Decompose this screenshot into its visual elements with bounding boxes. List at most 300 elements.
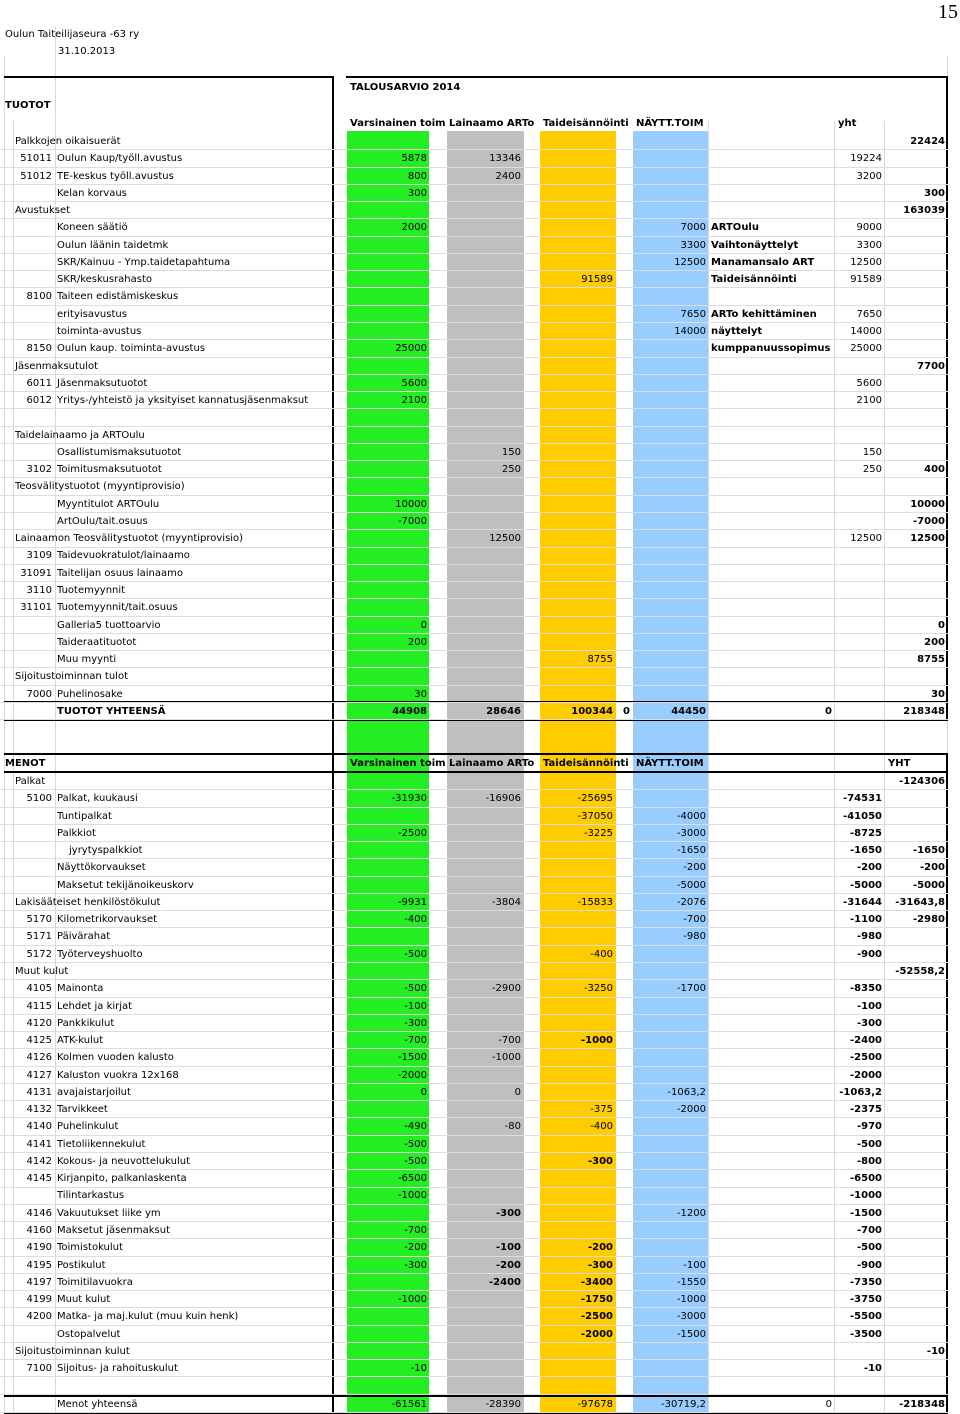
income-row <box>0 185 948 202</box>
expense-row <box>0 1239 948 1256</box>
value-g: -7000 <box>397 515 427 527</box>
account-code: 4120 <box>26 1017 52 1029</box>
row-label: Kilometrikorvaukset <box>57 914 158 926</box>
row-label: Taitelijan osuus lainaamo <box>57 567 183 579</box>
account-code: 4142 <box>26 1155 52 1167</box>
expense-row <box>0 1084 948 1101</box>
row-label: Kaluston vuokra 12x168 <box>57 1069 179 1081</box>
account-code: 3110 <box>26 585 52 597</box>
value-gr: -2900 <box>491 983 521 995</box>
value-y2: 25000 <box>850 343 882 355</box>
account-code: 5172 <box>26 948 52 960</box>
account-code: 5100 <box>26 793 52 805</box>
value-total: 300 <box>924 187 945 199</box>
income-row <box>0 582 948 599</box>
value-bl: 7650 <box>680 308 706 320</box>
value-y: -3400 <box>581 1276 613 1288</box>
value-y2: 150 <box>862 446 882 458</box>
income-row <box>0 599 948 616</box>
value-bl: -1200 <box>676 1207 706 1219</box>
row-label: Toimitilavuokra <box>57 1276 133 1288</box>
account-code: 4160 <box>26 1225 52 1237</box>
expense-row <box>0 1274 948 1291</box>
value-total: 22424 <box>910 136 945 147</box>
value-total: 30 <box>931 688 945 700</box>
income-row <box>0 409 948 426</box>
value-gr: 13346 <box>489 153 521 165</box>
value-g: 25000 <box>395 343 427 355</box>
income-row <box>0 219 948 236</box>
income-row <box>0 617 948 634</box>
value-gr: -16906 <box>485 793 521 805</box>
account-code: 8100 <box>26 291 52 303</box>
row-label: Taidelainaamo ja ARTOulu <box>15 429 145 441</box>
value-g: 2100 <box>401 395 427 407</box>
income-row <box>0 288 948 305</box>
account-code: 4190 <box>26 1242 52 1254</box>
income-row <box>0 392 948 409</box>
income-row <box>0 358 948 375</box>
row-label: Tuotemyynnit <box>57 585 126 597</box>
expense-row <box>0 1360 948 1377</box>
value-g: -300 <box>404 1259 427 1271</box>
value-y2: 3300 <box>856 239 882 251</box>
value-gr: 28646 <box>486 706 521 717</box>
value-g: -6500 <box>397 1173 427 1185</box>
value-y2: -1000 <box>850 1190 882 1202</box>
row-label: avajaistarjoilut <box>57 1086 131 1098</box>
income-row <box>0 530 948 547</box>
value-y2: -500 <box>856 1242 882 1254</box>
value-z2: 0 <box>825 1399 832 1410</box>
value-y2: -7350 <box>850 1276 882 1288</box>
expense-row <box>0 1187 948 1204</box>
account-code: 5171 <box>26 931 52 943</box>
value-total: -200 <box>919 862 945 874</box>
value-g: -1500 <box>397 1052 427 1064</box>
income-row <box>0 168 948 185</box>
value-g: 10000 <box>395 498 427 510</box>
value-gr: -2400 <box>489 1276 521 1288</box>
value-g: 0 <box>420 619 427 631</box>
expense-row <box>0 1326 948 1343</box>
value-total: -5000 <box>913 879 945 891</box>
account-code: 7000 <box>26 688 52 700</box>
account-code: 6012 <box>26 395 52 407</box>
account-code: 3102 <box>26 464 52 476</box>
income-col-nayttoim: NÄYTT.TOIM <box>636 118 704 129</box>
expense-row <box>0 963 948 980</box>
row-label: Muut kulut <box>15 965 69 977</box>
expense-row <box>0 911 948 928</box>
value-g: 200 <box>407 636 427 648</box>
row-label: ATK-kulut <box>57 1035 104 1047</box>
value-y2: 19224 <box>850 153 882 165</box>
row-label: Matka- ja maj.kulut (muu kuin henk) <box>57 1311 239 1323</box>
account-code: 3109 <box>26 550 52 562</box>
value-bl: -3000 <box>676 827 706 839</box>
expense-row <box>0 928 948 945</box>
value-gr: -200 <box>495 1259 521 1271</box>
income-row <box>0 254 948 271</box>
row-label: Muut kulut <box>57 1294 111 1306</box>
expense-col-lainaamo: Lainaamo ARTo <box>449 758 535 769</box>
expense-row <box>0 808 948 825</box>
expense-row <box>0 1222 948 1239</box>
row-label: ArtOulu/tait.osuus <box>57 515 148 527</box>
value-y2: -2500 <box>850 1052 882 1064</box>
income-row <box>0 133 948 150</box>
note-label: Manamansalo ART <box>711 256 815 268</box>
account-code: 51012 <box>20 170 52 182</box>
value-bl: -700 <box>683 914 706 926</box>
value-gr: 0 <box>514 1086 521 1098</box>
value-total: 7700 <box>917 360 945 372</box>
value-y: -15833 <box>577 896 613 908</box>
row-label: Myyntitulot ARTOulu <box>57 498 160 510</box>
row-label: Maksetut tekijänoikeuskorv <box>57 879 194 891</box>
value-bl: -5000 <box>676 879 706 891</box>
row-label: Sijoitustoiminnan kulut <box>15 1345 130 1357</box>
account-code: 4125 <box>26 1035 52 1047</box>
value-g: 5600 <box>401 377 427 389</box>
value-y2: -3500 <box>850 1328 882 1340</box>
value-total: 163039 <box>903 205 945 217</box>
account-code: 4115 <box>26 1000 52 1012</box>
income-row <box>0 478 948 495</box>
value-y: -2500 <box>581 1311 613 1323</box>
value-y2: -3750 <box>850 1294 882 1306</box>
value-bl: -30719,2 <box>661 1399 706 1410</box>
value-total: 400 <box>924 464 945 476</box>
row-label: Tilintarkastus <box>57 1190 125 1202</box>
expense-row <box>0 1136 948 1153</box>
row-label: Sijoitus- ja rahoituskulut <box>57 1363 178 1375</box>
value-g: -10 <box>410 1363 427 1375</box>
value-y2: -8350 <box>850 983 882 995</box>
value-total: -7000 <box>913 515 945 527</box>
value-bl: 44450 <box>671 706 706 717</box>
value-z2: 0 <box>825 706 832 717</box>
value-g: 5878 <box>401 153 427 165</box>
row-label: Lehdet ja kirjat <box>57 1000 133 1012</box>
value-bl: -1063,2 <box>667 1086 706 1098</box>
income-row <box>0 375 948 392</box>
value-g: 300 <box>407 187 427 199</box>
value-bl: -1700 <box>676 983 706 995</box>
row-label: Päivärahat <box>57 931 111 943</box>
expense-row <box>0 1170 948 1187</box>
value-gr: -300 <box>495 1207 521 1219</box>
income-row <box>0 651 948 668</box>
row-label: Tarvikkeet <box>57 1104 108 1116</box>
value-bl: -1000 <box>676 1294 706 1306</box>
value-y: -1750 <box>581 1294 613 1306</box>
value-y2: 5600 <box>856 377 882 389</box>
value-y: -2000 <box>581 1328 613 1340</box>
value-total: 12500 <box>910 533 945 545</box>
expense-row <box>0 790 948 807</box>
row-label: SKR/Kainuu - Ymp.taidetapahtuma <box>57 256 231 268</box>
row-label: TE-keskus työll.avustus <box>57 170 174 182</box>
value-bl: -2000 <box>676 1104 706 1116</box>
note-label: Taideisännöinti <box>711 274 797 286</box>
row-label: Palkkojen oikaisuerät <box>15 136 121 147</box>
value-y: -400 <box>590 948 613 960</box>
value-y2: -2375 <box>850 1104 882 1116</box>
expense-row <box>0 1343 948 1360</box>
note-label: ARTo kehittäminen <box>711 308 817 320</box>
value-g: 30 <box>414 688 427 700</box>
value-y2: -1063,2 <box>839 1086 882 1098</box>
account-code: 4141 <box>26 1138 52 1150</box>
page-number: 15 <box>938 1 958 23</box>
row-label: Jäsenmaksutulot <box>15 360 99 372</box>
value-y2: -300 <box>856 1017 882 1029</box>
value-bl: 14000 <box>674 325 706 337</box>
row-label: Oulun kaup. toiminta-avustus <box>57 343 206 355</box>
expense-row <box>0 1049 948 1066</box>
row-label: Puhelinosake <box>57 688 123 700</box>
row-label: Työterveyshuolto <box>57 948 143 960</box>
row-label: Vakuutukset liike ym <box>57 1207 161 1219</box>
value-total: 200 <box>924 636 945 648</box>
row-label: Postikulut <box>57 1259 106 1271</box>
value-y2: -900 <box>856 948 882 960</box>
value-g: -490 <box>404 1121 427 1133</box>
expense-col-nayttoim: NÄYTT.TOIM <box>636 758 704 769</box>
value-gr: -3804 <box>491 896 521 908</box>
expense-col-varsinainen: Varsinainen toim <box>350 758 446 769</box>
value-y: -25695 <box>577 793 613 805</box>
row-label: Tietoliikennekulut <box>57 1138 146 1150</box>
expense-col-taide: Taideisännöinti <box>543 758 629 769</box>
value-g: -61561 <box>391 1399 427 1410</box>
value-total: 218348 <box>903 706 945 717</box>
account-code: 51011 <box>20 153 52 165</box>
row-label: Taiteen edistämiskeskus <box>57 291 179 303</box>
value-gr: -28390 <box>485 1399 521 1410</box>
value-y2: 3200 <box>856 170 882 182</box>
account-code: 4127 <box>26 1069 52 1081</box>
row-label: Osallistumismaksutuotot <box>57 446 182 458</box>
value-g: 800 <box>407 170 427 182</box>
value-y2: 7650 <box>856 308 882 320</box>
row-label: Tuotemyynnit/tait.osuus <box>57 602 178 614</box>
value-y2: -5000 <box>850 879 882 891</box>
expense-row <box>0 1067 948 1084</box>
value-total: -124306 <box>899 776 945 787</box>
income-row <box>0 444 948 461</box>
row-label: jyrytyspalkkiot <box>69 845 143 857</box>
report-date: 31.10.2013 <box>58 46 116 57</box>
row-label: Maksetut jäsenmaksut <box>57 1225 171 1237</box>
expense-row <box>0 946 948 963</box>
value-y2: -5500 <box>850 1311 882 1323</box>
value-y2: 9000 <box>856 222 882 234</box>
value-total: 10000 <box>910 498 945 510</box>
expense-row <box>0 859 948 876</box>
account-code: 4146 <box>26 1207 52 1219</box>
expense-row <box>0 1257 948 1274</box>
value-bl: -2076 <box>676 896 706 908</box>
value-g: -2500 <box>397 827 427 839</box>
income-row <box>0 565 948 582</box>
income-col-varsinainen: Varsinainen toim <box>350 118 446 129</box>
value-bl: -200 <box>683 862 706 874</box>
row-label: Kokous- ja neuvottelukulut <box>57 1155 190 1167</box>
value-gr: -80 <box>504 1121 521 1133</box>
value-y2: -800 <box>856 1155 882 1167</box>
account-code: 4126 <box>26 1052 52 1064</box>
value-g: -1000 <box>397 1190 427 1202</box>
value-y2: -31644 <box>843 896 882 908</box>
value-gr: -100 <box>495 1242 521 1254</box>
income-row <box>0 496 948 513</box>
expense-row <box>0 1015 948 1032</box>
row-label: Näyttökorvaukset <box>57 862 146 874</box>
value-y2: 14000 <box>850 325 882 337</box>
income-row <box>0 634 948 651</box>
value-bl: 3300 <box>680 239 706 251</box>
value-y2: 91589 <box>850 274 882 286</box>
expense-row <box>0 1153 948 1170</box>
income-row <box>0 237 948 254</box>
row-label: Menot yhteensä <box>57 1399 138 1410</box>
value-y2: -100 <box>856 1000 882 1012</box>
row-label: Kelan korvaus <box>57 187 127 199</box>
row-label: Lakisääteiset henkilöstökulut <box>15 896 161 908</box>
row-label: Tuntipalkat <box>57 810 112 822</box>
account-code: 4105 <box>26 983 52 995</box>
income-col-yht: yht <box>838 118 857 129</box>
row-label: Sijoitustoiminnan tulot <box>15 671 129 683</box>
value-g: -500 <box>404 1155 427 1167</box>
value-total: 0 <box>938 619 945 631</box>
row-label: Avustukset <box>15 205 71 217</box>
value-y: -3250 <box>583 983 613 995</box>
value-bl: -4000 <box>676 810 706 822</box>
value-bl: 7000 <box>680 222 706 234</box>
income-col-taide: Taideisännöinti <box>543 118 629 129</box>
row-label: erityisavustus <box>57 308 127 320</box>
value-bl: -1550 <box>676 1276 706 1288</box>
row-label: Koneen säätiö <box>57 222 128 234</box>
value-bl: -980 <box>683 931 706 943</box>
value-y: -375 <box>590 1104 613 1116</box>
row-label: Palkkiot <box>57 827 96 839</box>
row-label: Oulun Kaup/työll.avustus <box>57 153 183 165</box>
expense-row <box>0 773 948 790</box>
row-label: Mainonta <box>57 983 104 995</box>
value-g: -200 <box>404 1242 427 1254</box>
value-gr: 2400 <box>495 170 521 182</box>
value-total: -2980 <box>913 914 945 926</box>
row-label: Palkat <box>15 776 46 787</box>
account-code: 5170 <box>26 914 52 926</box>
value-y: -97678 <box>577 1399 613 1410</box>
note-label: näyttelyt <box>711 325 763 337</box>
income-row <box>0 547 948 564</box>
account-code: 6011 <box>26 377 52 389</box>
row-label: Toimistokulut <box>57 1242 123 1254</box>
account-code: 4131 <box>26 1086 52 1098</box>
value-bl: -100 <box>683 1259 706 1271</box>
value-g: 44908 <box>392 706 427 717</box>
value-g: -500 <box>404 948 427 960</box>
value-y2: -2400 <box>850 1035 882 1047</box>
value-y: -1000 <box>581 1035 613 1047</box>
value-gr: 12500 <box>489 533 521 545</box>
value-y2: -2000 <box>850 1069 882 1081</box>
value-total: -52558,2 <box>895 965 945 977</box>
value-y2: -1100 <box>850 914 882 926</box>
value-z: 0 <box>623 706 630 717</box>
income-row <box>0 668 948 685</box>
expense-row <box>0 825 948 842</box>
expense-row <box>0 877 948 894</box>
income-col-lainaamo: Lainaamo ARTo <box>449 118 535 129</box>
value-y2: -8725 <box>850 827 882 839</box>
income-row <box>0 686 948 703</box>
account-code: 4197 <box>26 1276 52 1288</box>
expense-row <box>0 1101 948 1118</box>
value-y: -3225 <box>583 827 613 839</box>
value-g: -2000 <box>397 1069 427 1081</box>
value-y: -200 <box>587 1242 613 1254</box>
account-code: 4195 <box>26 1259 52 1271</box>
value-y2: 2100 <box>856 395 882 407</box>
value-y: 91589 <box>581 274 613 286</box>
row-label: Lainaamon Teosvälitystuotot (myyntiprovisio) <box>15 533 244 545</box>
row-label: Toimitusmaksutuotot <box>57 464 162 476</box>
row-label: toiminta-avustus <box>57 325 142 337</box>
expense-row <box>0 980 948 997</box>
expense-row <box>0 1032 948 1049</box>
expense-total-row <box>0 1396 948 1413</box>
value-y2: 12500 <box>850 533 882 545</box>
expense-row <box>0 1308 948 1325</box>
value-bl: 12500 <box>674 256 706 268</box>
row-label: Taideraatituotot <box>57 636 137 648</box>
income-row <box>0 202 948 219</box>
value-y2: -700 <box>856 1225 882 1237</box>
expense-section-title: MENOT <box>5 758 46 769</box>
note-label: kumppanuussopimus <box>711 343 831 355</box>
value-y2: -1500 <box>850 1207 882 1219</box>
row-label: Jäsenmaksutuotot <box>57 377 148 389</box>
value-y2: -200 <box>856 862 882 874</box>
value-total: -10 <box>926 1345 945 1357</box>
value-y: -300 <box>587 1155 613 1167</box>
expense-row <box>0 1205 948 1222</box>
value-y2: -41050 <box>843 810 882 822</box>
value-bl: -1650 <box>676 845 706 857</box>
value-total: 8755 <box>917 654 945 666</box>
value-total: -218348 <box>899 1399 945 1410</box>
account-code: 4199 <box>26 1294 52 1306</box>
account-code: 4200 <box>26 1311 52 1323</box>
value-total: -31643,8 <box>895 896 945 908</box>
value-y2: -970 <box>856 1121 882 1133</box>
account-code: 31101 <box>20 602 52 614</box>
value-y2: 250 <box>862 464 882 476</box>
income-row <box>0 323 948 340</box>
value-g: -100 <box>404 1000 427 1012</box>
value-y2: 12500 <box>850 256 882 268</box>
row-label: Puhelinkulut <box>57 1121 119 1133</box>
account-code: 4140 <box>26 1121 52 1133</box>
